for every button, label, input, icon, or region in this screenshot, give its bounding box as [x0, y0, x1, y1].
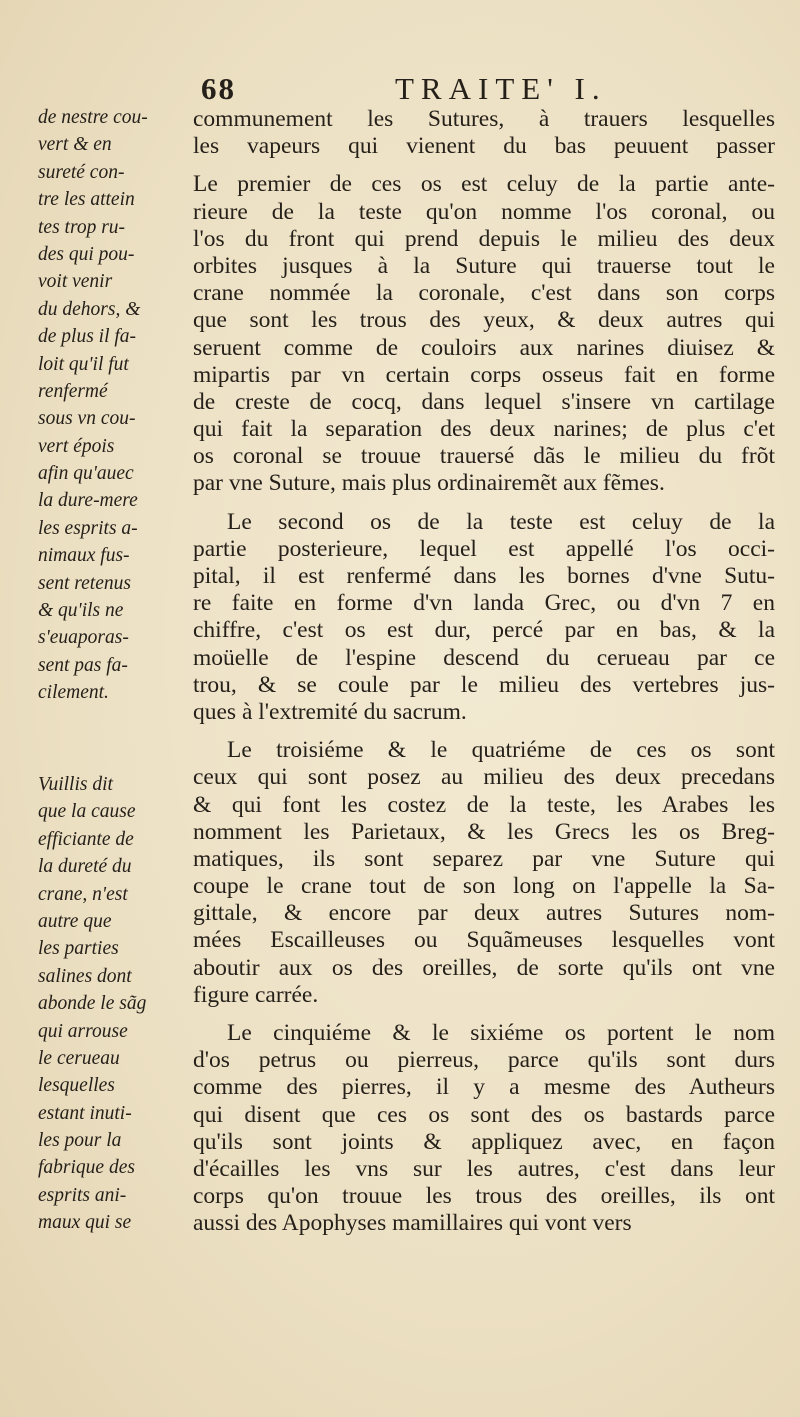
- text-line: partie posterieure, lequel est appellé l'os occi-: [193, 535, 775, 562]
- text-line: pital, il est renfermé dans les bornes d'vne Sutu-: [193, 563, 775, 589]
- margin-note-line: la dureté du: [38, 856, 132, 878]
- text-line: trou, & se coule par le milieu des vertebres jus-: [193, 671, 775, 698]
- margin-note-line: fabrique des: [38, 1157, 135, 1179]
- text-line: coupe le crane tout de son long on l'appelle la Sa-: [193, 873, 775, 900]
- margin-note-line: afin qu'auec: [38, 463, 134, 485]
- text-line: aussi des Apophyses mamillaires qui vont vers: [193, 1210, 632, 1237]
- paragraph-gap: [193, 160, 775, 171]
- text-line: figure carrée.: [193, 981, 319, 1008]
- margin-note-line: autre que: [38, 910, 112, 932]
- margin-note-line: s'euaporas-: [38, 627, 129, 649]
- margin-note-line: les esprits a-: [38, 517, 138, 539]
- text-line: mipartis par vn certain corps osseus fait en forme: [193, 361, 775, 388]
- text-line: qu'ils sont joints & appliquez avec, en façon: [193, 1128, 775, 1155]
- text-line: d'os petrus ou pierreus, parce qu'ils sont durs: [193, 1047, 775, 1074]
- margin-note-line: sureté con-: [38, 161, 125, 183]
- text-line: corps qu'on trouue les trous des oreilles, ils ont: [193, 1183, 775, 1210]
- text-line: & qui font les costez de la teste, les Arabes les: [193, 791, 775, 818]
- margin-note-line: lesquelles: [38, 1075, 115, 1097]
- text-line: aboutir aux os des oreilles, de sorte qu'ils ont vne: [193, 954, 775, 981]
- text-line: mées Escailleuses ou Squãmeuses lesquelles vont: [193, 927, 775, 954]
- margin-note-line: & qu'ils ne: [38, 600, 124, 622]
- margin-note-line: du dehors, &: [38, 298, 141, 320]
- margin-note-line: nimaux fus-: [38, 545, 130, 567]
- margin-note-line: des qui pou-: [38, 243, 135, 265]
- margin-note-line: les pour la: [38, 1130, 122, 1152]
- text-line: de creste de cocq, dans lequel s'insere vn cartilage: [193, 388, 775, 415]
- text-line: matiques, ils sont separez par vne Suture qui: [193, 845, 775, 872]
- running-title: TRAITE' I.: [395, 71, 607, 106]
- margin-note-line: vert épois: [38, 435, 115, 457]
- text-line: les vapeurs qui vienent du bas peuuent passer: [193, 133, 775, 160]
- margin-note-line: voit venir: [38, 271, 113, 293]
- paragraph-gap: [193, 726, 775, 737]
- text-line: Le second os de la teste est celuy de la: [227, 508, 775, 535]
- margin-note-line: vert & en: [38, 134, 112, 156]
- text-line: crane nommée la coronale, c'est dans son corps: [193, 280, 775, 307]
- margin-note-line: crane, n'est: [38, 883, 128, 905]
- text-line: Le premier de ces os est celuy de la partie ante-: [193, 171, 775, 198]
- text-line: Le cinquiéme & le sixiéme os portent le nom: [227, 1020, 775, 1046]
- margin-note-line: que la cause: [38, 801, 136, 823]
- margin-note-line: Vuillis dit: [38, 774, 113, 795]
- margin-note-line: la dure-mere: [38, 490, 138, 512]
- text-line: comme des pierres, il y a mesme des Autheurs: [193, 1074, 775, 1101]
- text-line: qui fait la separation des deux narines; de plus c'et: [193, 416, 775, 443]
- text-line: moüelle de l'espine descend du cerueau par ce: [193, 644, 775, 671]
- margin-note-line: salines dont: [38, 965, 132, 987]
- text-line: qui disent que ces os sont des os bastards parce: [193, 1101, 775, 1128]
- margin-note-line: les parties: [38, 938, 119, 960]
- margin-note-line: sous vn cou-: [38, 408, 136, 430]
- page-header: [195, 72, 775, 106]
- text-line: re faite en forme d'vn landa Grec, ou d'vn 7 en: [193, 590, 775, 617]
- text-line: ques à l'extremité du sacrum.: [193, 698, 467, 725]
- page-number: 68: [201, 71, 236, 106]
- margin-note-first: [38, 104, 188, 707]
- margin-note-line: efficiante de: [38, 828, 134, 850]
- margin-note-line: esprits ani-: [38, 1184, 127, 1206]
- text-line: que sont les trous des yeux, & deux autres qui: [193, 307, 775, 334]
- text-line: os coronal se trouue trauersé dãs le milieu du frõt: [193, 443, 775, 470]
- paragraph-gap: [193, 1009, 775, 1020]
- text-line: d'écailles les vns sur les autres, c'est dans leur: [193, 1155, 775, 1182]
- margin-note-line: de nestre cou-: [38, 107, 148, 128]
- text-line: nomment les Parietaux, & les Grecs les os Breg-: [193, 818, 775, 845]
- text-line: Le troisiéme & le quatriéme de ces os sont: [227, 737, 775, 764]
- text-line: par vne Suture, mais plus ordinairemẽt aux fẽmes.: [193, 470, 665, 497]
- text-line: communement les Sutures, à trauers lesquelles: [193, 106, 775, 132]
- margin-note-line: renfermé: [38, 380, 108, 402]
- text-line: ceux qui sont posez au milieu des deux precedans: [193, 764, 775, 791]
- margin-note-line: abonde le sãg: [38, 993, 147, 1015]
- margin-note-line: cilement.: [38, 682, 109, 704]
- margin-note-line: sent retenus: [38, 572, 131, 594]
- main-text: [193, 106, 775, 1238]
- margin-note-line: tes trop ru-: [38, 216, 126, 238]
- text-line: seruent comme de couloirs aux narines diuisez &: [193, 334, 775, 361]
- text-line: orbites jusques à la Suture qui trauerse tout le: [193, 252, 775, 279]
- margin-note-line: le cerueau: [38, 1047, 120, 1069]
- margin-note-line: estant inuti-: [38, 1102, 132, 1124]
- text-line: gittale, & encore par deux autres Sutures nom-: [193, 900, 775, 927]
- margin-note-line: maux qui se: [38, 1212, 132, 1234]
- margin-note-line: qui arrouse: [38, 1020, 128, 1042]
- margin-note-second: [38, 771, 188, 1237]
- text-line: rieure de la teste qu'on nomme l'os coronal, ou: [193, 198, 775, 225]
- margin-note-line: loit qu'il fut: [38, 353, 129, 375]
- margin-note-line: tre les attein: [38, 189, 135, 211]
- paragraph-gap: [193, 498, 775, 509]
- text-line: chiffre, c'est os est dur, percé par en bas, & la: [193, 617, 775, 644]
- margin-note-line: sent pas fa-: [38, 654, 128, 676]
- text-line: l'os du front qui prend depuis le milieu des deux: [193, 225, 775, 252]
- margin-note-line: de plus il fa-: [38, 326, 137, 348]
